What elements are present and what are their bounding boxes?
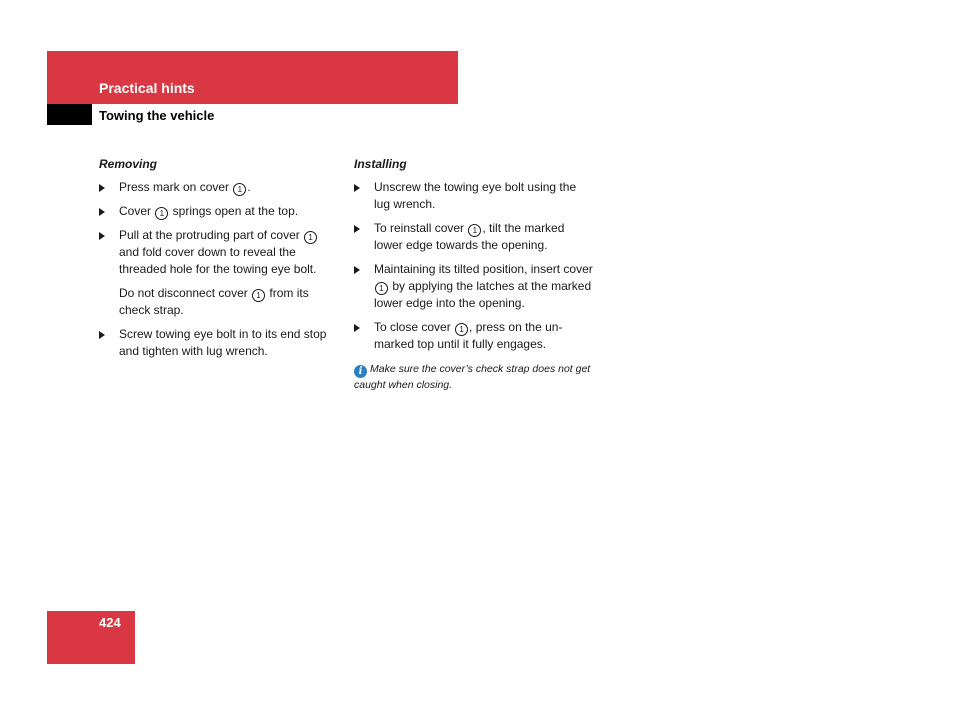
- installing-step-4: To close cover 1 , press on the un-marked top until it fully engages.: [354, 319, 594, 353]
- subsection-title: Towing the vehicle: [99, 108, 215, 123]
- installing-step-1: Unscrew the towing eye bolt using the lug wrench.: [354, 179, 594, 213]
- callout-number-icon: 1: [304, 231, 317, 244]
- bullet-arrow-icon: [354, 266, 360, 274]
- page-number-box: [47, 611, 135, 664]
- bullet-arrow-icon: [354, 225, 360, 233]
- bullet-arrow-icon: [99, 331, 105, 339]
- bullet-arrow-icon: [354, 324, 360, 332]
- removing-step-4: Screw towing eye bolt in to its end stop and tighten with lug wrench.: [99, 326, 339, 360]
- removing-step-3: Pull at the protruding part of cover 1 and fold cover down to reveal the threaded hole for the towing eye bolt.: [99, 227, 339, 278]
- callout-number-icon: 1: [375, 282, 388, 295]
- removing-step-1: Press mark on cover 1 .: [99, 179, 339, 196]
- section-marker-tab: [47, 104, 92, 125]
- removing-heading: Removing: [99, 157, 158, 171]
- header-band: [47, 51, 458, 104]
- removing-step-2: Cover 1 springs open at the top.: [99, 203, 339, 220]
- bullet-arrow-icon: [354, 184, 360, 192]
- section-title: Practical hints: [99, 80, 195, 96]
- info-icon: i: [354, 365, 367, 378]
- callout-number-icon: 1: [252, 289, 265, 302]
- installing-column: [354, 156, 594, 393]
- installing-step-3: Maintaining its tilted position, insert cover 1 by applying the latches at the marked lower edge into the opening.: [354, 261, 594, 312]
- removing-note: Do not disconnect cover 1 from its check strap.: [119, 286, 309, 317]
- installing-step-2: To reinstall cover 1 , tilt the marked lower edge towards the opening.: [354, 220, 594, 254]
- bullet-arrow-icon: [99, 208, 105, 216]
- callout-number-icon: 1: [233, 183, 246, 196]
- callout-number-icon: 1: [155, 207, 168, 220]
- callout-number-icon: 1: [468, 224, 481, 237]
- page-number: 424: [99, 615, 121, 630]
- callout-number-icon: 1: [455, 323, 468, 336]
- info-note: [354, 362, 594, 393]
- installing-heading: Installing: [354, 157, 407, 171]
- removing-column: [99, 156, 339, 367]
- info-text: Make sure the cover’s check strap does not get caught when closing.: [354, 363, 591, 391]
- bullet-arrow-icon: [99, 232, 105, 240]
- bullet-arrow-icon: [99, 184, 105, 192]
